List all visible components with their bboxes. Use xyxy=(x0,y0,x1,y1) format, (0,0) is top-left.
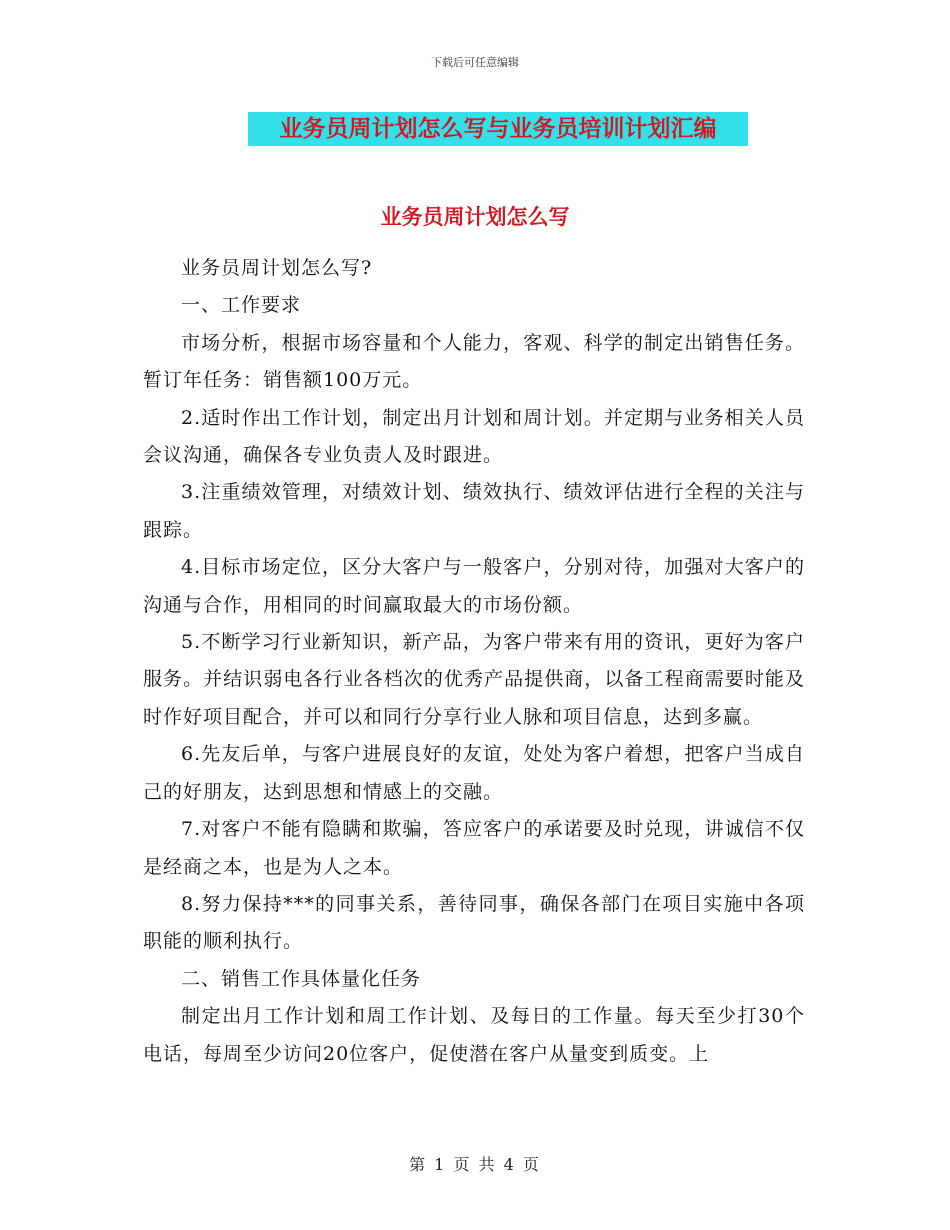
paragraph: 5.不断学习行业新知识，新产品，为客户带来有用的资讯，更好为客户服务。并结识弱电各行业各档次的优秀产品提供商，以备工程商需要时能及时作好项目配合，并可以和同行分享行业人脉和项目信息，达到多赢。 xyxy=(143,631,805,728)
header-note: 下载后可任意编辑 xyxy=(431,56,519,69)
page-number: 第 1 页 共 4 页 xyxy=(409,1155,541,1174)
paragraph: 一、工作要求 xyxy=(181,294,302,317)
paragraph: 4.目标市场定位，区分大客户与一般客户，分别对待，加强对大客户的沟通与合作，用相同的时间赢取最大的市场份额。 xyxy=(143,556,805,616)
paragraph: 8.努力保持***的同事关系，善待同事，确保各部门在项目实施中各项职能的顺利执行。 xyxy=(143,892,805,953)
document-title: 业务员周计划怎么写与业务员培训计划汇编 xyxy=(279,115,717,142)
paragraph: 二、销售工作具体量化任务 xyxy=(181,967,422,990)
document-body xyxy=(143,250,805,1073)
paragraph: 业务员周计划怎么写? xyxy=(181,257,373,279)
paragraph: 6.先友后单，与客户进展良好的友谊，处处为客户着想，把客户当成自己的好朋友，达到思想和情感上的交融。 xyxy=(143,743,805,803)
paragraph: 2.适时作出工作计划，制定出月计划和周计划。并定期与业务相关人员会议沟通，确保各专业负责人及时跟进。 xyxy=(143,406,805,467)
paragraph: 制定出月工作计划和周工作计划、及每日的工作量。每天至少打30个电话，每周至少访问20位客户，促使潜在客户从量变到质变。上 xyxy=(143,1005,805,1065)
paragraph: 3.注重绩效管理，对绩效计划、绩效执行、绩效评估进行全程的关注与跟踪。 xyxy=(143,481,805,541)
paragraph: 7.对客户不能有隐瞒和欺骗，答应客户的承诺要及时兑现，讲诚信不仅是经商之本，也是为人之本。 xyxy=(143,818,805,878)
section-title: 业务员周计划怎么写 xyxy=(380,204,570,229)
paragraph: 市场分析，根据市场容量和个人能力，客观、科学的制定出销售任务。暂订年任务：销售额100万元。 xyxy=(143,331,805,392)
document-title-highlight xyxy=(248,112,748,146)
